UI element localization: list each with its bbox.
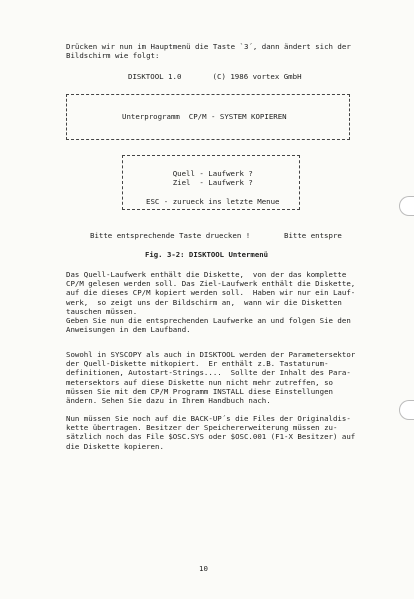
menu-right-line <box>299 155 300 210</box>
prompt-text-truncated: Bitte entspre <box>284 231 342 240</box>
intro-text: Drücken wir nun im Hauptmenü die Taste `3´, dann ändert sich der Bildschirm wie folgt: <box>66 42 351 61</box>
frame-top-line <box>66 94 350 95</box>
paragraph-backup: Nun müssen Sie noch auf die BACK-UP´s die Files der Originaldis- kette übertragen. Besitzer der Speichererweiterung müssen zu- sätzlich noch das File $OSC.SYS oder $OSC.001 (F1-X Besitzer) auf die Diskette kopieren. <box>66 414 356 451</box>
menu-left-line <box>122 155 123 210</box>
screen-title: Unterprogramm CP/M - SYSTEM KOPIEREN <box>122 112 287 121</box>
menu-top-line <box>122 155 300 156</box>
frame-left-line <box>66 94 67 140</box>
menu-options: Quell - Laufwerk ? Ziel - Laufwerk ? ESC - zurueck ins letzte Menue <box>146 169 280 206</box>
binder-hole-top <box>399 196 414 216</box>
menu-frame <box>122 155 300 210</box>
paragraph-parametersektor: Sowohl in SYSCOPY als auch in DISKTOOL werden der Parametersektor der Quell-Diskette mitkopiert. Er enthält z.B. Tastaturum- definitionen, Autostart-Strings.... Sollte der Inhalt des Para- metersektors auf diese Diskette nun nicht mehr zutreffen, so müssen Sie mit dem CP/M Programm INSTALL diese Einstellungen ändern. Sehen Sie dazu in Ihrem Handbuch nach. <box>66 350 356 406</box>
screen-frame <box>66 94 350 140</box>
page-number: 10 <box>199 564 208 573</box>
frame-bottom-line <box>66 139 350 140</box>
binder-hole-bottom <box>399 400 414 420</box>
menu-bottom-line <box>122 209 300 210</box>
figure-caption: Fig. 3-2: DISKTOOL Untermenü <box>145 250 269 259</box>
program-header: DISKTOOL 1.0 (C) 1986 vortex GmbH <box>128 72 302 81</box>
frame-right-line <box>349 94 350 140</box>
paragraph-laufwerk: Das Quell-Laufwerk enthält die Diskette, von der das komplette CP/M gelesen werden soll. Das Ziel-Laufwerk enthält die Diskette, auf die dieses CP/M kopiert werden soll. Haben wir nur ein Lauf- werk, so zeigt uns der Bildschirm an, wann wir die Disketten tauschen müssen. Geben Sie nun die entsprechenden Laufwerke an und folgen Sie den Anweisungen in dem Laufband. <box>66 270 356 335</box>
prompt-text: Bitte entsprechende Taste druecken ! <box>90 231 251 240</box>
